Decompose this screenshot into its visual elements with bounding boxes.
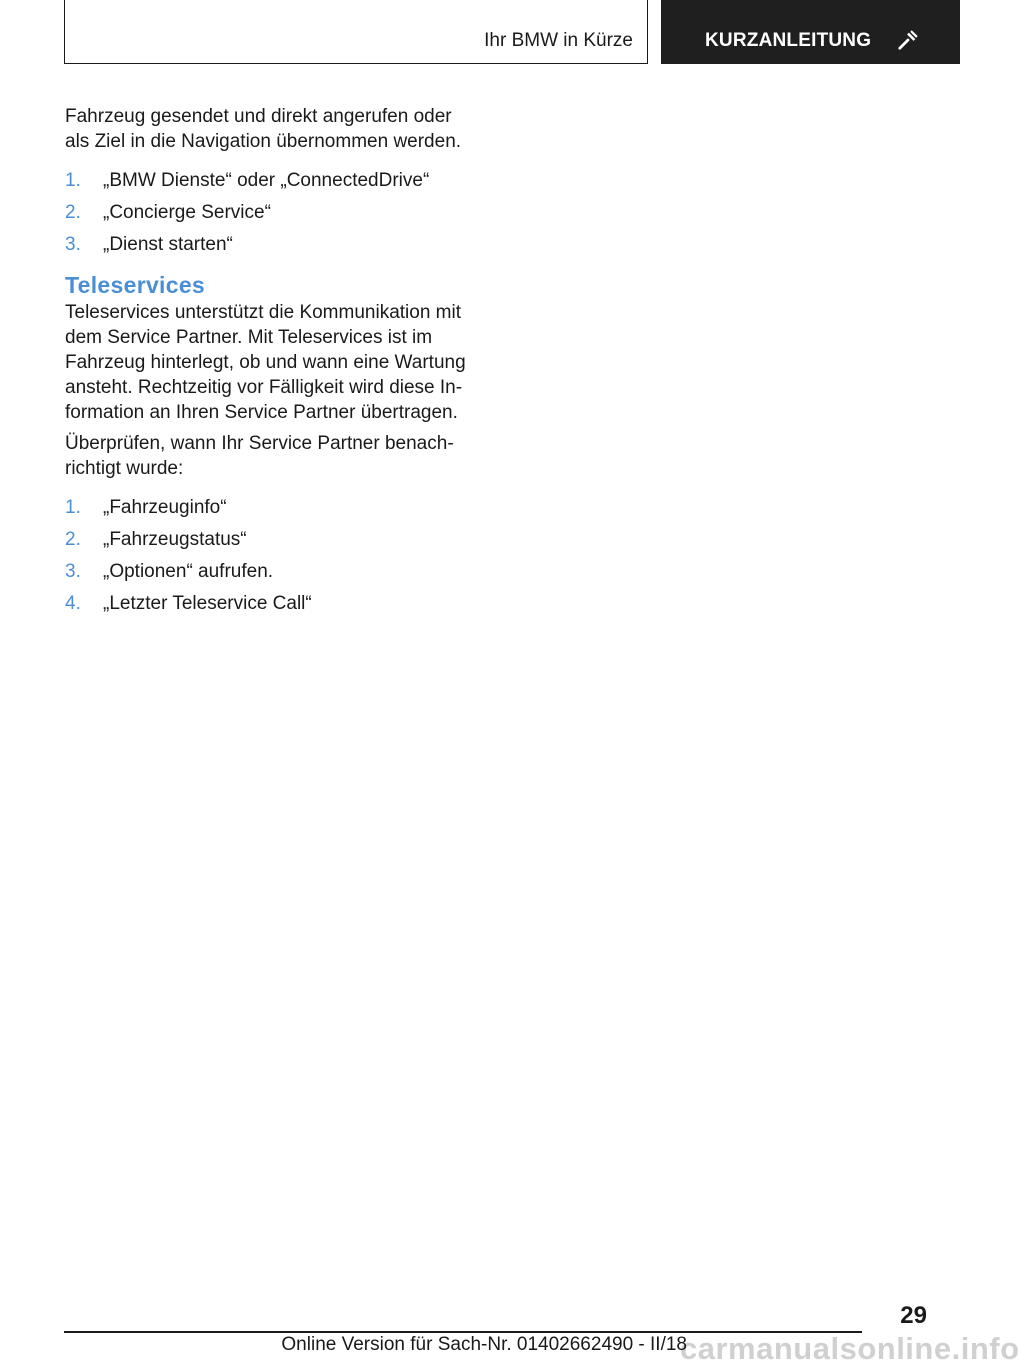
list-item xyxy=(65,527,475,559)
header-chapter-tab xyxy=(661,0,960,64)
step-text: „Fahrzeugstatus“ xyxy=(103,529,247,550)
steps-list-1 xyxy=(65,168,475,264)
page-number: 29 xyxy=(900,1302,927,1329)
step-number: 3. xyxy=(65,234,81,255)
step-number: 2. xyxy=(65,202,81,223)
intro-paragraph: Fahrzeug gesendet und direkt angerufen oder als Ziel in die Navigation übernommen werden. xyxy=(65,106,462,152)
online-version-text: Online Version für Sach-Nr. 01402662490 - II/18 xyxy=(281,1334,687,1355)
list-item xyxy=(65,200,475,232)
step-number: 2. xyxy=(65,529,81,550)
list-item xyxy=(65,232,475,264)
step-text: „Letzter Teleservice Call“ xyxy=(103,593,312,614)
header-section-title: Ihr BMW in Kürze xyxy=(484,30,633,51)
step-text: „Optionen“ aufrufen. xyxy=(103,561,274,582)
section-heading: Teleservices xyxy=(65,272,206,298)
chapter-label: KURZANLEITUNG xyxy=(705,30,872,51)
check-paragraph: Überprüfen, wann Ihr Service Partner benach-richtigt wurde: xyxy=(65,433,454,479)
step-number: 3. xyxy=(65,561,81,582)
step-text: „Fahrzeuginfo“ xyxy=(103,497,227,518)
step-text: „BMW Dienste“ oder „ConnectedDrive“ xyxy=(103,170,430,191)
teleservices-paragraph: Teleservices unterstützt die Kommunikation mit dem Service Partner. Mit Teleservices ist im Fahrzeug hinterlegt, ob und wann eine Wartung ansteht. Rechtzeitig vor Fälligkeit wird diese In-formation an Ihren Service Partner übertragen. xyxy=(65,302,466,423)
header-section-box xyxy=(64,0,648,64)
list-item xyxy=(65,559,475,591)
list-item xyxy=(65,495,475,527)
watermark: carmanualsonline.info xyxy=(680,1331,1020,1366)
step-number: 1. xyxy=(65,170,81,191)
step-text: „Dienst starten“ xyxy=(103,234,233,255)
list-item xyxy=(65,168,475,200)
list-item xyxy=(65,591,475,623)
page-content xyxy=(65,104,475,623)
step-text: „Concierge Service“ xyxy=(103,202,271,223)
wrench-screwdriver-icon xyxy=(897,29,919,51)
step-number: 4. xyxy=(65,593,81,614)
step-number: 1. xyxy=(65,497,81,518)
steps-list-2 xyxy=(65,495,475,623)
